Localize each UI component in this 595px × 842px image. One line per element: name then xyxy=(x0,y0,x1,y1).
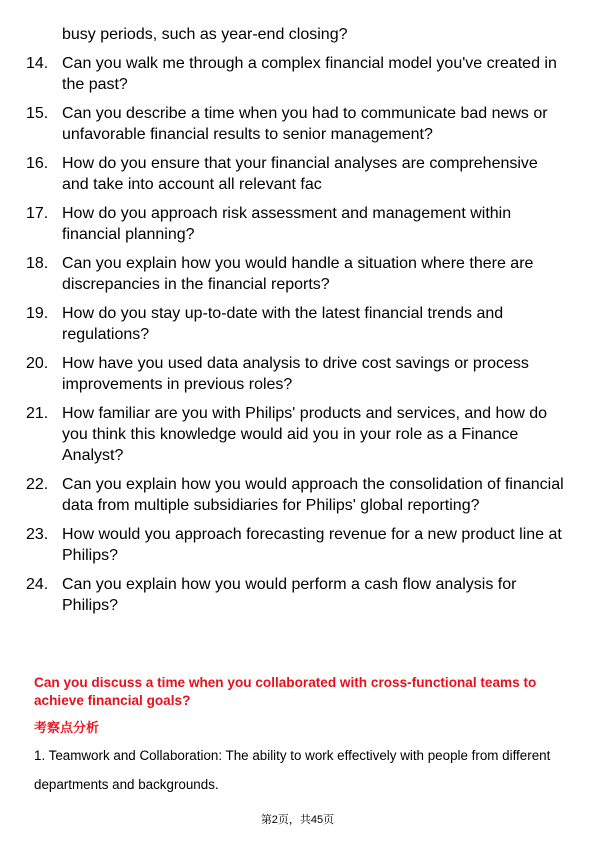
question-item xyxy=(0,203,595,245)
question-item xyxy=(0,103,595,145)
page-number: 第2页，共45页 xyxy=(260,814,335,826)
question-list xyxy=(0,24,595,624)
question-item xyxy=(0,153,595,195)
question-text: busy periods, such as year-end closing? xyxy=(62,26,348,43)
question-number: 15. xyxy=(26,105,49,122)
question-number: 22. xyxy=(26,476,49,493)
question-item xyxy=(0,53,595,95)
question-number: 24. xyxy=(26,576,49,593)
question-text: How have you used data analysis to drive cost savings or process improvements in previous roles? xyxy=(62,355,529,393)
question-item xyxy=(0,574,595,616)
question-number: 21. xyxy=(26,405,49,422)
question-item xyxy=(0,303,595,345)
analysis-heading: 考察点分析 xyxy=(34,720,100,735)
question-number: 16. xyxy=(26,155,49,172)
question-item xyxy=(0,353,595,395)
question-item xyxy=(0,403,595,466)
analysis-point: 1. Teamwork and Collaboration: The ability to work effectively with people from different departments and backgrounds. xyxy=(34,748,551,792)
question-text: How do you approach risk assessment and management within financial planning? xyxy=(62,205,512,243)
question-text: How do you stay up-to-date with the latest financial trends and regulations? xyxy=(62,305,504,343)
question-text: Can you walk me through a complex financial model you've created in the past? xyxy=(62,55,557,93)
question-text: Can you explain how you would perform a cash flow analysis for Philips? xyxy=(62,576,517,614)
question-text: Can you explain how you would handle a situation where there are discrepancies in the financial reports? xyxy=(62,255,534,293)
question-number: 23. xyxy=(26,526,49,543)
question-item xyxy=(0,474,595,516)
question-text: How do you ensure that your financial analyses are comprehensive and take into account all relevant fac xyxy=(62,155,538,193)
question-number: 20. xyxy=(26,355,49,372)
question-number: 17. xyxy=(26,205,49,222)
question-text: How would you approach forecasting revenue for a new product line at Philips? xyxy=(62,526,562,564)
question-number: 14. xyxy=(26,55,49,72)
question-text: Can you describe a time when you had to communicate bad news or unfavorable financial results to senior management? xyxy=(62,105,548,143)
highlighted-question: Can you discuss a time when you collaborated with cross-functional teams to achieve financial goals? xyxy=(34,675,537,708)
question-number: 18. xyxy=(26,255,49,272)
question-text: How familiar are you with Philips' products and services, and how do you think this knowledge would aid you in your role as a Finance Analyst? xyxy=(62,405,548,464)
question-text: Can you explain how you would approach the consolidation of financial data from multiple subsidiaries for Philips' global reporting? xyxy=(62,476,564,514)
question-item xyxy=(0,24,595,45)
question-item xyxy=(0,524,595,566)
question-item xyxy=(0,253,595,295)
question-number: 19. xyxy=(26,305,49,322)
